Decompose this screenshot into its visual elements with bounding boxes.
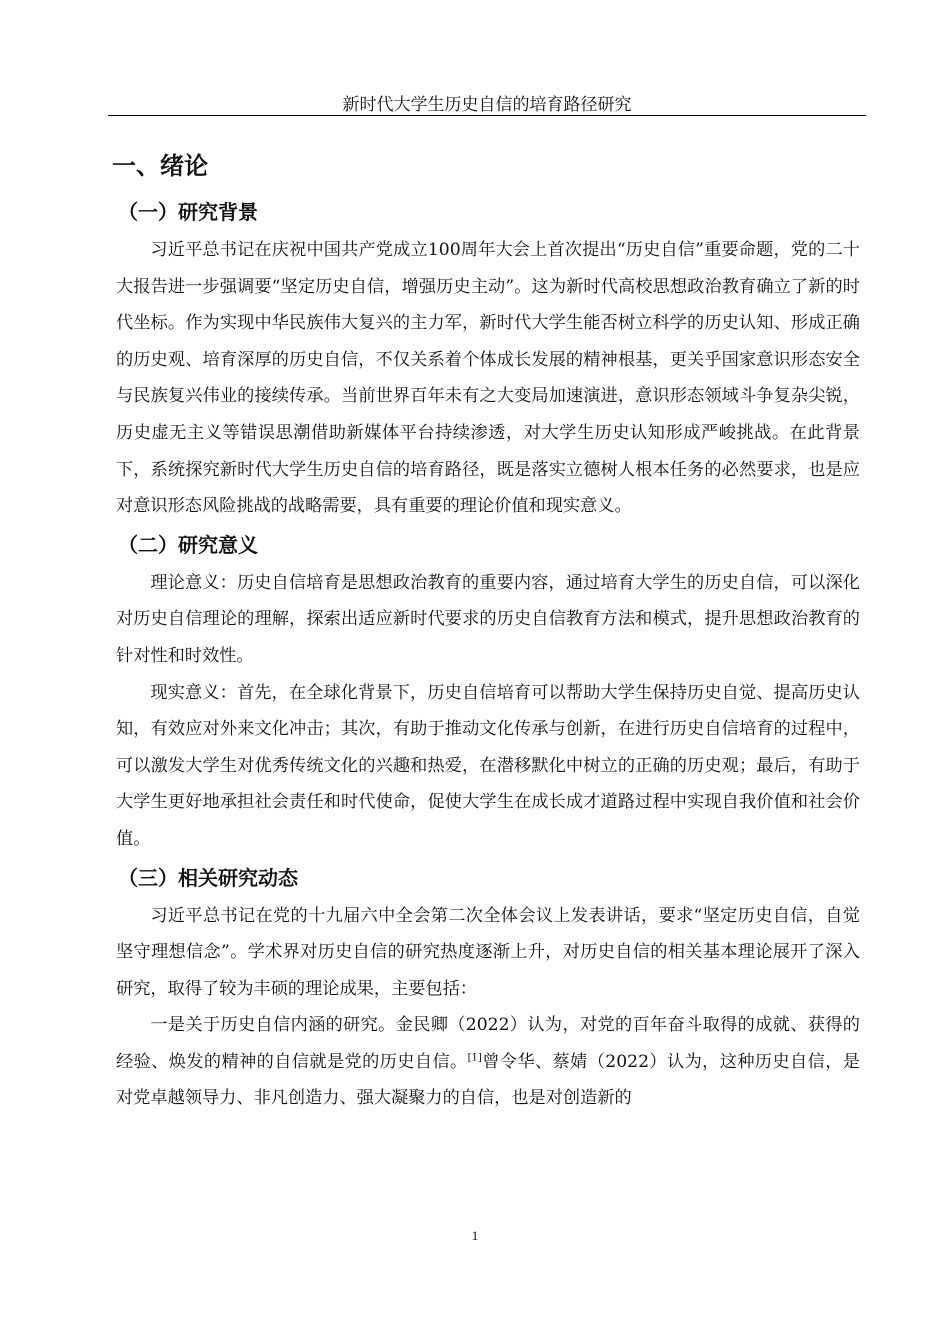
- paragraph-research-status: 习近平总书记在党的十九届六中全会第二次全体会议上发表讲话，要求“坚定历史自信，自觉坚守理想信念”。学术界对历史自信的研究热度逐渐上升，对历史自信的相关基本理论展开了深入研究，取得了较为丰硕的理论成果，主要包括：: [116, 905, 860, 999]
- paragraph-text: 曾令华、蔡婧（2022）认为，这种历史自信，是对党卓越领导力、非凡创造力、强大凝聚力的自信，也是对创造新的: [116, 1051, 860, 1109]
- section-heading-research-status: （三）相关研究动态: [118, 865, 298, 890]
- page-number: 1: [471, 1228, 479, 1243]
- citation-reference: [1]: [467, 1052, 482, 1064]
- document-body: [112, 140, 860, 1117]
- paragraph-theoretical-significance: 理论意义：历史自信培育是思想政治教育的重要内容，通过培育大学生的历史自信，可以深化对历史自信理论的理解，探索出适应新时代要求的历史自信教育方法和模式，提升思想政治教育的针对性和时效性。: [116, 572, 860, 666]
- running-header: 新时代大学生历史自信的培育路径研究: [342, 95, 632, 115]
- paragraph-text: 一是关于历史自信内涵的研究。金民卿（2022）认为，对党的百年奋斗取得的成就、获得的经验、焕发的精神的自信就是党的历史自信。: [116, 1015, 860, 1072]
- section-heading-significance: （二）研究意义: [118, 532, 258, 557]
- paragraph-connotation-research: [116, 1007, 860, 1117]
- paragraph-practical-significance: 现实意义：首先，在全球化背景下，历史自信培育可以帮助大学生保持历史自觉、提高历史认知，有效应对外来文化冲击；其次，有助于推动文化传承与创新，在进行历史自信培育的过程中，可以激发大学生对优秀传统文化的兴趣和热爱，在潜移默化中树立的正确的历史观；最后，有助于大学生更好地承担社会责任和时代使命，促使大学生在成长成才道路过程中实现自我价值和社会价值。: [116, 682, 860, 849]
- header-divider: [108, 115, 866, 116]
- paragraph-background: 习近平总书记在庆祝中国共产党成立100周年大会上首次提出“历史自信”重要命题，党的二十大报告进一步强调要“坚定历史自信，增强历史主动”。这为新时代高校思想政治教育确立了新的时代坐标。作为实现中华民族伟大复兴的主力军，新时代大学生能否树立科学的历史认知、形成正确的历史观、培育深厚的历史自信，不仅关系着个体成长发展的精神根基，更关乎国家意识形态安全与民族复兴伟业的接续传承。当前世界百年未有之大变局加速演进，意识形态领域斗争复杂尖锐，历史虚无主义等错误思潮借助新媒体平台持续渗透，对大学生历史认知形成严峻挑战。在此背景下，系统探究新时代大学生历史自信的培育路径，既是落实立德树人根本任务的必然要求，也是应对意识形态风险挑战的战略需要，具有重要的理论价值和现实意义。: [116, 240, 860, 517]
- section-heading-background: （一）研究背景: [118, 200, 258, 224]
- chapter-title: 一、绪论: [112, 152, 208, 180]
